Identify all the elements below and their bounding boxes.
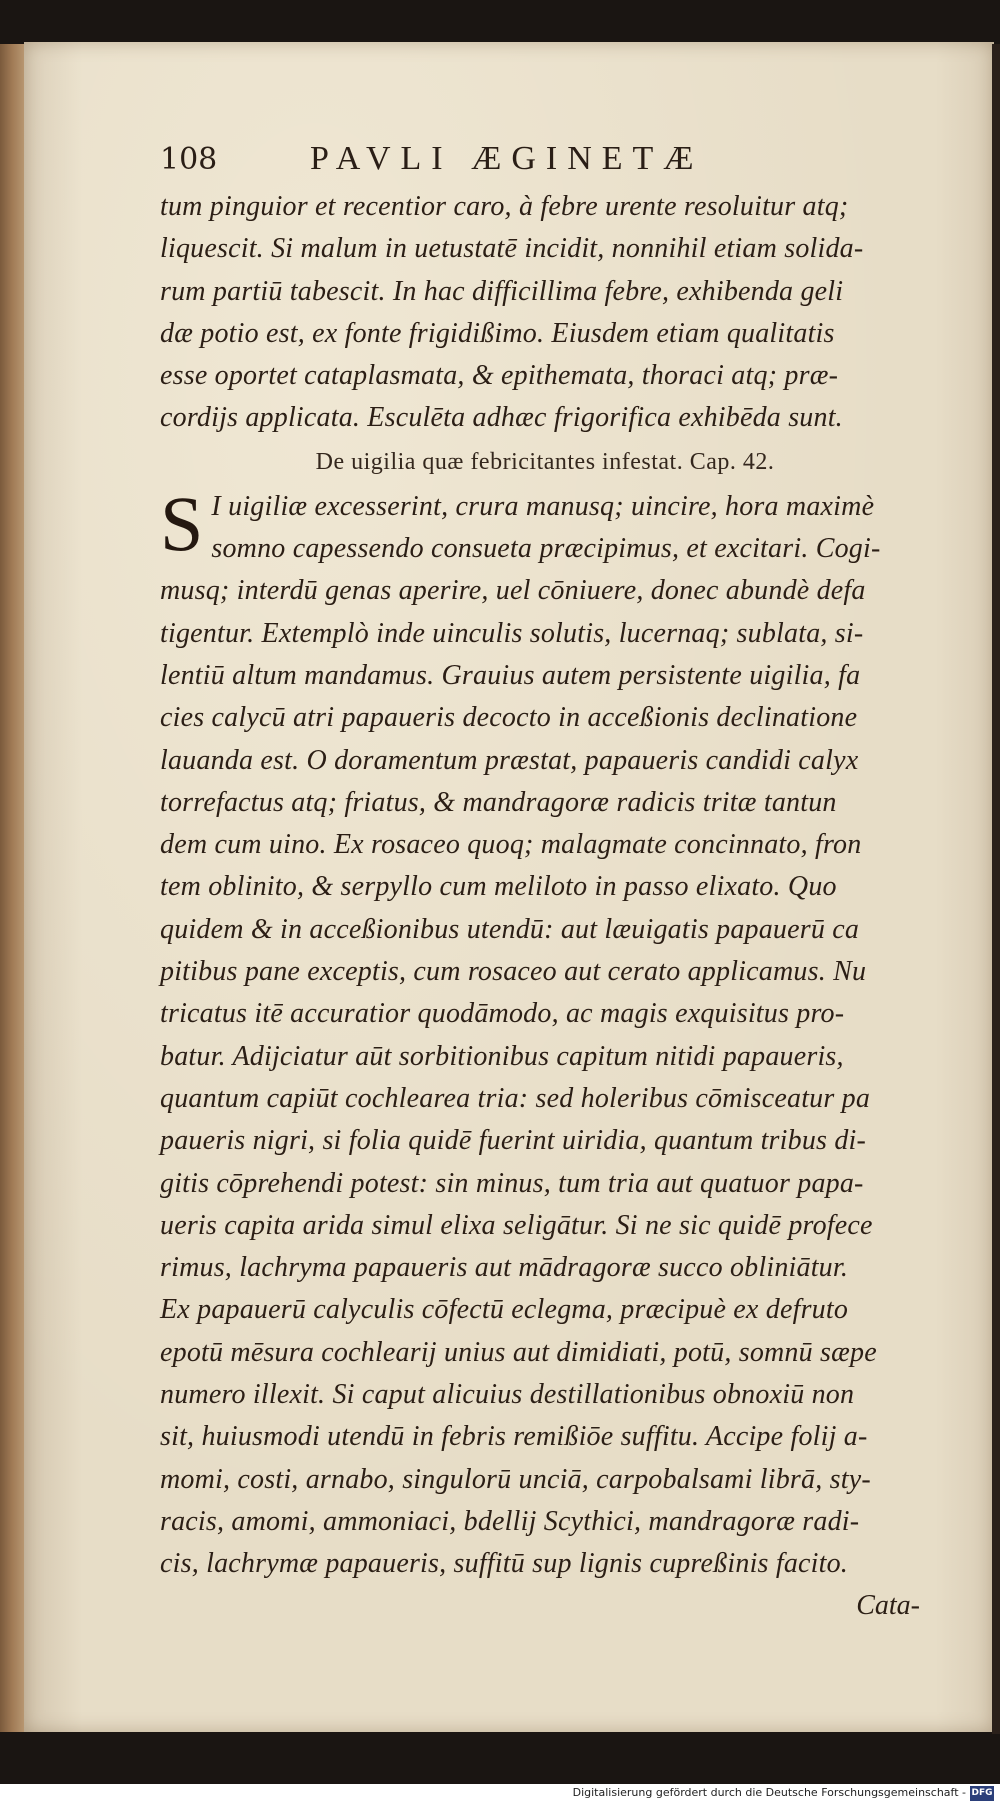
drop-cap: S — [160, 479, 204, 567]
text-line: torrefactus atq; friatus, & mandragoræ radicis tritæ tantun — [160, 786, 837, 818]
text-line: musq; interdū genas aperire, uel cōniuere, donec abundè defa — [160, 575, 866, 607]
text-line: liquescit. Si malum in uetustatē incidit, nonnihil etiam solida- — [160, 233, 864, 265]
text-line: ueris capita arida simul elixa seligātur. Si ne sic quidē profece — [160, 1209, 873, 1241]
dfg-logo: DFG — [970, 1786, 994, 1801]
text-block — [160, 186, 930, 1626]
text-line: somno capessendo consueta præcipimus, et excitari. Cogi- — [211, 533, 881, 565]
text-line: pitibus pane exceptis, cum rosaceo aut cerato applicamus. Nu — [160, 956, 867, 988]
text-line: rimus, lachryma papaueris aut mādragoræ succo obliniātur. — [160, 1252, 849, 1284]
folio-number: 108 — [160, 142, 218, 177]
text-line: esse oportet cataplasmata, & epithemata, thoraci atq; præ- — [160, 360, 839, 392]
paragraph-1 — [160, 186, 930, 440]
text-line: tum pinguior et recentior caro, à febre urente resoluitur atq; — [160, 191, 849, 222]
text-line: epotū mēsura cochlearij unius aut dimidiati, potū, somnū sæpe — [160, 1336, 877, 1368]
funding-credit: Digitalisierung gefördert durch die Deutsche Forschungsgemeinschaft - — [572, 1786, 966, 1799]
text-line: cies calycū atri papaueris decocto in acceßionis declinatione — [160, 702, 858, 734]
text-line: rum partiū tabescit. In hac difficillima febre, exhibenda geli — [160, 275, 844, 307]
page-header — [160, 140, 940, 184]
text-line: tigentur. Extemplò inde uinculis solutis, lucernaq; sublata, si- — [160, 617, 864, 649]
footer-bar — [0, 1784, 1000, 1804]
text-line: lauanda est. O doramentum præstat, papaueris candidi calyx — [160, 744, 859, 776]
text-line: tem oblinito, & serpyllo cum meliloto in passo elixato. Quo — [160, 871, 837, 903]
page-shadow — [992, 44, 1000, 1734]
text-line: I uigiliæ excesserint, crura manusq; uincire, hora maximè — [211, 490, 875, 522]
text-line: racis, amomi, ammoniaci, bdellij Scythici, mandragoræ radi- — [160, 1505, 860, 1537]
text-line: quantum capiūt cochlearea tria: sed holeribus cōmisceatur pa — [160, 1082, 871, 1114]
text-line: quidem & in acceßionibus utendū: aut læuigatis papauerū ca — [160, 913, 860, 945]
text-line: dem cum uino. Ex rosaceo quoq; malagmate concinnato, fron — [160, 829, 862, 861]
catchword: Cata- — [856, 1589, 920, 1621]
text-line: sit, huiusmodi utendū in febris remißiōe suffitu. Accipe folij a- — [160, 1421, 868, 1453]
text-line: numero illexit. Si caput alicuius destillationibus obnoxiū non — [160, 1379, 855, 1411]
text-line: lentiū altum mandamus. Grauius autem persistente uigilia, fa — [160, 659, 861, 691]
text-line: tricatus itē accuratior quodāmodo, ac magis exquisitus pro- — [160, 998, 845, 1030]
chapter-heading: De uigilia quæ febricitantes infestat. Cap. 42. — [315, 448, 775, 475]
text-line: batur. Adijciatur aūt sorbitionibus capitum nitidi papaueris, — [160, 1040, 844, 1072]
text-line: gitis cōprehendi potest: sin minus, tum tria aut quatuor papa- — [160, 1167, 864, 1199]
text-line: Ex papauerū calyculis cōfectū eclegma, præcipuè ex defruto — [160, 1294, 849, 1326]
text-line: cordijs applicata. Esculēta adhæc frigorifica exhibēda sunt. — [160, 402, 843, 434]
text-line: paueris nigri, si folia quidē fuerint uiridia, quantum tribus di- — [160, 1125, 867, 1157]
text-line: cis, lachrymæ papaueris, suffitū sup lignis cupreßinis facito. — [160, 1548, 849, 1580]
text-line: dæ potio est, ex fonte frigidißimo. Eiusdem etiam qualitatis — [160, 317, 835, 349]
text-line: momi, costi, arnabo, singulorū unciā, carpobalsami librā, sty- — [160, 1463, 871, 1495]
running-head: PAVLI ÆGINETÆ — [310, 140, 704, 177]
paragraph-2 — [160, 479, 930, 1586]
